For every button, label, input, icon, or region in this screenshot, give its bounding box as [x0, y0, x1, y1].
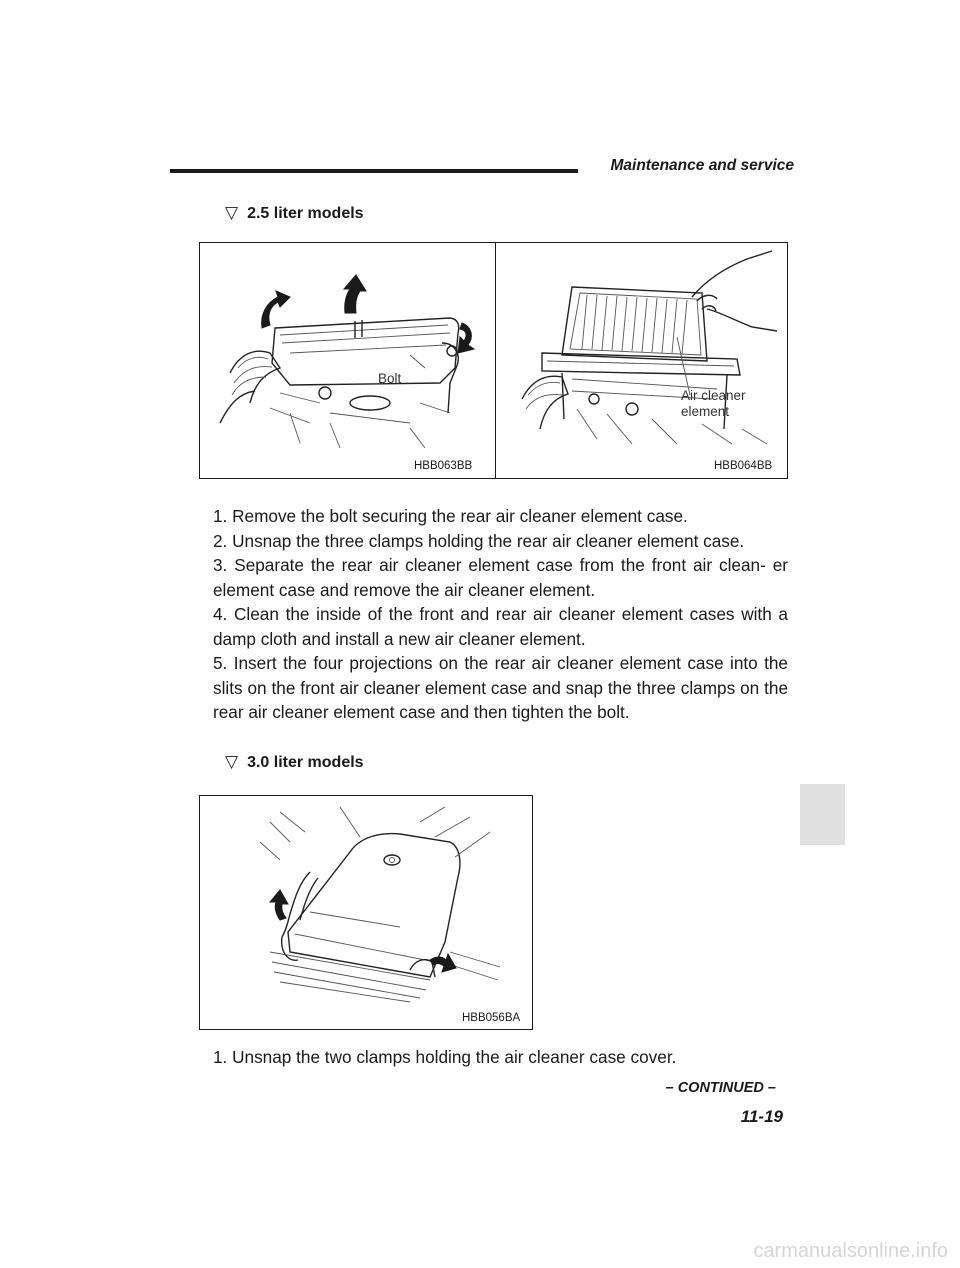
header-rule — [170, 169, 578, 173]
air-cleaner-label-line1: Air cleaner — [681, 388, 746, 403]
air-cleaner-clamps-illustration — [210, 273, 490, 453]
figure-code-3-0: HBB056BA — [462, 1012, 521, 1024]
figure-2-5-liter — [199, 242, 788, 479]
figure-divider — [495, 243, 496, 478]
step-item: 5. Insert the four projections on the rear air cleaner element case into the slits on the front air cleaner element case and snap the three clamps on the rear air cleaner element case and then tighten the bolt. — [213, 653, 788, 722]
section-heading-text: 3.0 liter models — [247, 754, 364, 771]
header-title: Maintenance and service — [610, 157, 794, 174]
figure-3-0-liter — [199, 795, 533, 1030]
step-item: 1. Remove the bolt securing the rear air cleaner element case. — [213, 506, 688, 526]
watermark-link[interactable]: carmanualsonline.info — [753, 1240, 948, 1262]
figure-code-left: HBB063BB — [414, 460, 473, 472]
air-cleaner-element-label — [681, 388, 746, 420]
section-heading-3-0 — [225, 752, 364, 772]
figure-code-right: HBB064BB — [714, 460, 773, 472]
chapter-side-tab — [800, 784, 845, 845]
page-number: 11-19 — [740, 1107, 783, 1126]
air-cleaner-case-cover-illustration — [250, 802, 510, 1007]
step-item: 4. Clean the inside of the front and rear air cleaner element cases with a damp cloth and install a new air cleaner element. — [213, 604, 788, 649]
step-item: 1. Unsnap the two clamps holding the air cleaner case cover. — [213, 1047, 677, 1067]
continued-label: – CONTINUED – — [665, 1080, 776, 1096]
steps-2-5-liter — [213, 504, 788, 725]
air-cleaner-label-line2: element — [681, 404, 730, 419]
triangle-marker-icon: ▽ — [225, 203, 239, 222]
section-heading-text: 2.5 liter models — [247, 205, 364, 222]
section-heading-2-5 — [225, 203, 364, 223]
step-item: 3. Separate the rear air cleaner element case from the front air clean- er element case and remove the air cleaner element. — [213, 555, 788, 600]
step-item: 2. Unsnap the three clamps holding the rear air cleaner element case. — [213, 530, 745, 551]
steps-3-0-liter — [213, 1045, 788, 1070]
bolt-label: Bolt — [378, 371, 402, 386]
triangle-marker-icon: ▽ — [225, 752, 239, 771]
